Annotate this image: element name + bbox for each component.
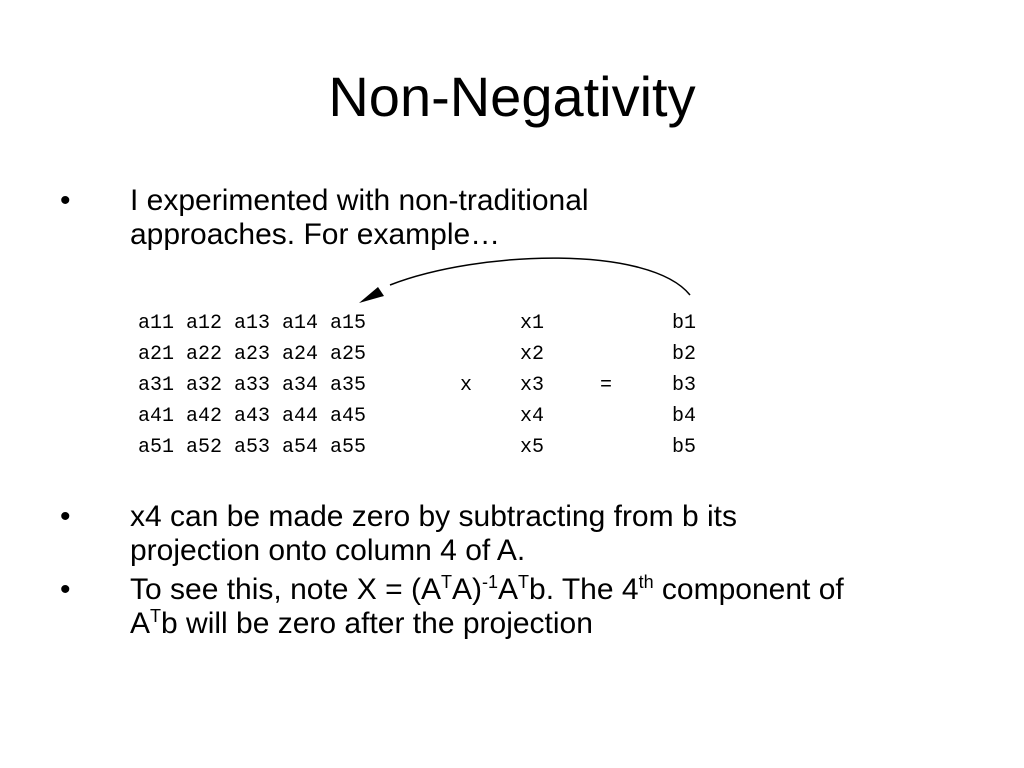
bullet-line: approaches. For example… (130, 218, 501, 251)
matrix-cell-a: a11 a12 a13 a14 a15 (138, 312, 367, 335)
bullet-icon: • (60, 573, 71, 606)
vector-b-cell: b3 (672, 374, 697, 397)
bullet-text (130, 184, 990, 252)
slide-title: Non-Negativity (328, 65, 696, 128)
formula-text: component of (653, 573, 844, 606)
equals-sign: = (600, 374, 613, 397)
formula-text: b will be zero after the projection (161, 607, 593, 640)
formula-text: A (130, 607, 151, 640)
formula-text: A) (452, 573, 483, 606)
vector-b-cell: b5 (672, 436, 697, 459)
vector-b-cell: b2 (672, 343, 697, 366)
bullet-text (130, 573, 990, 641)
superscript: T (150, 606, 162, 626)
superscript: T (441, 572, 453, 592)
vector-x-cell: x5 (520, 436, 545, 459)
vector-x-cell: x3 (520, 374, 545, 397)
formula-text: b. The 4 (529, 573, 639, 606)
bullet-line (130, 607, 990, 641)
formula-text: A (498, 573, 519, 606)
vector-x-cell: x4 (520, 405, 545, 428)
vector-b-cell: b4 (672, 405, 697, 428)
bullet-line: I experimented with non-traditional (130, 184, 589, 217)
matrix-cell-a: a21 a22 a23 a24 a25 (138, 343, 367, 366)
multiply-sign: x (460, 374, 473, 397)
matrix-cell-a: a41 a42 a43 a44 a45 (138, 405, 367, 428)
matrix-cell-a: a51 a52 a53 a54 a55 (138, 436, 367, 459)
matrix-cell-a: a31 a32 a33 a34 a35 (138, 374, 367, 397)
superscript: -1 (482, 572, 499, 592)
bullet-icon: • (60, 500, 71, 533)
superscript: T (518, 572, 530, 592)
superscript: th (638, 572, 654, 592)
vector-x-cell: x2 (520, 343, 545, 366)
vector-b-cell: b1 (672, 312, 697, 335)
formula-text: To see this, note X = (A (130, 573, 442, 606)
bullet-line (130, 573, 990, 607)
bullet-text (130, 500, 990, 568)
bullet-line: projection onto column 4 of A. (130, 534, 526, 567)
bullet-icon: • (60, 184, 71, 217)
bullet-line: x4 can be made zero by subtracting from b its (130, 500, 737, 533)
vector-x-cell: x1 (520, 312, 545, 335)
